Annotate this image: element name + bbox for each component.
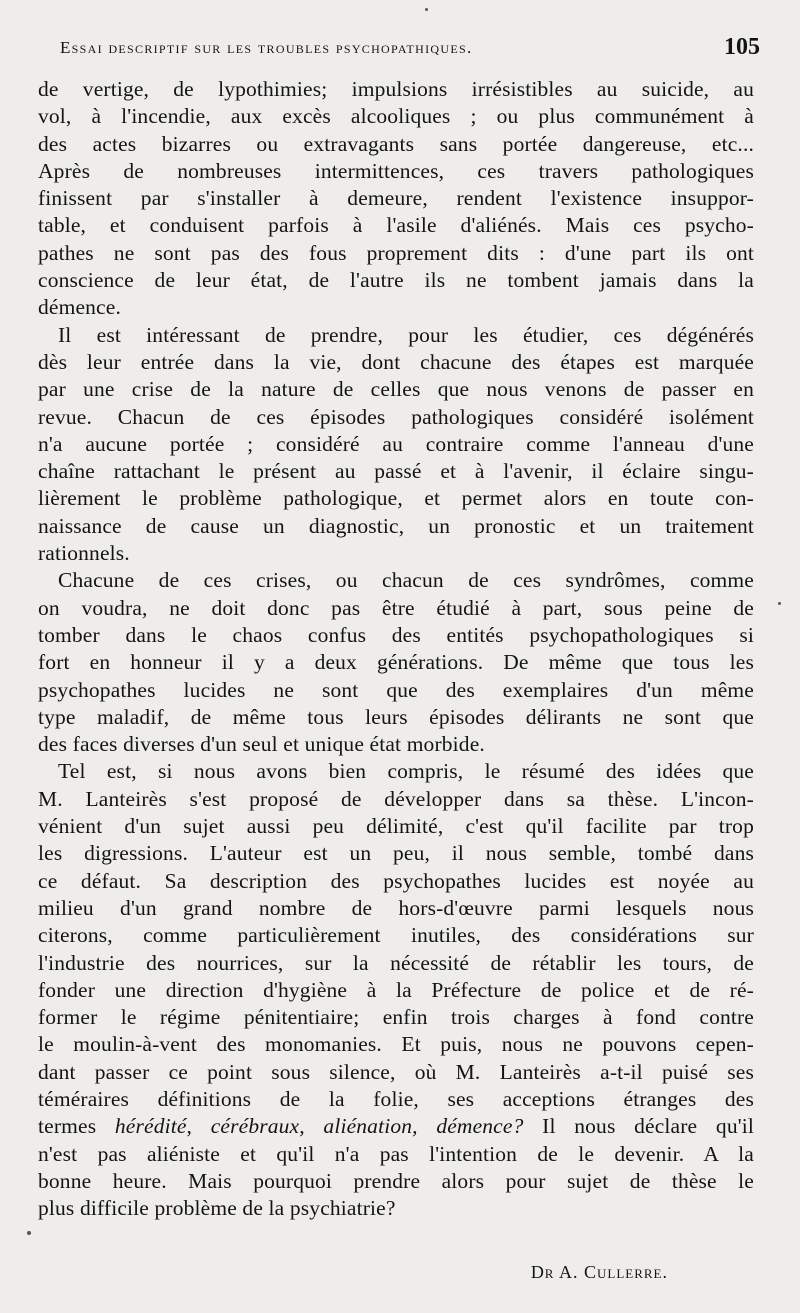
text-line: psychopathes lucides ne sont que des exemplaires d'un même: [38, 677, 754, 702]
page-number: 105: [724, 34, 760, 60]
body-text: [38, 76, 754, 1222]
text-line: par une crise de la nature de celles que nous venons de passer en: [38, 377, 754, 402]
text-line: vol, à l'incendie, aux excès alcooliques ; ou plus communément à: [38, 104, 754, 129]
text-line: plus difficile problème de la psychiatrie?: [38, 1196, 396, 1221]
text-line: dant passer ce point sous silence, où M. Lanteirès a-t-il puisé ses: [38, 1059, 754, 1084]
text-line: n'est pas aliéniste et qu'il n'a pas l'intention de le devenir. A la: [38, 1141, 754, 1166]
text-line: Après de nombreuses intermittences, ces travers pathologiques: [38, 158, 754, 183]
text-run: termes: [38, 1114, 115, 1139]
text-line: fonder une direction d'hygiène à la Préfecture de police et de ré-: [38, 977, 754, 1002]
page-header: [60, 34, 760, 66]
text-line: de vertige, de lypothimies; impulsions irrésistibles au suicide, au: [38, 77, 754, 101]
text-line: M. Lanteirès s'est proposé de développer dans sa thèse. L'incon-: [38, 786, 754, 811]
text-line: ce défaut. Sa description des psychopathes lucides est noyée au: [38, 868, 754, 893]
italic-terms: hérédité, cérébraux, aliénation, démence?: [114, 1114, 524, 1139]
running-title: Essai descriptif sur les troubles psychopathiques.: [60, 38, 473, 57]
ink-speck: [27, 1231, 31, 1235]
paragraph-2: [38, 322, 754, 568]
text-line: naissance de cause un diagnostic, un pronostic et un traitement: [38, 513, 754, 538]
paragraph-3: [38, 567, 754, 758]
author-signature: Dr A. Cullerre.: [530, 1262, 668, 1282]
ink-speck: [425, 8, 428, 11]
text-line: téméraires définitions de la folie, ses acceptions étranges des: [38, 1086, 754, 1111]
text-line: dès leur entrée dans la vie, dont chacune des étapes est marquée: [38, 349, 754, 374]
text-line: rationnels.: [38, 541, 130, 566]
text-line: citerons, comme particulièrement inutiles, des considérations sur: [38, 923, 754, 948]
text-line: tomber dans le chaos confus des entités psychopathologiques si: [38, 622, 754, 647]
text-line: revue. Chacun de ces épisodes pathologiques considéré isolément: [38, 404, 754, 429]
paragraph-4: [38, 758, 754, 1222]
text-line: le moulin-à-vent des monomanies. Et puis, nous ne pouvons cepen-: [38, 1032, 754, 1057]
text-line: fort en honneur il y a deux générations. De même que tous les: [38, 650, 754, 675]
text-line: table, et conduisent parfois à l'asile d'aliénés. Mais ces psycho-: [38, 213, 754, 238]
text-line-with-italics: [38, 1113, 754, 1140]
text-line: Chacune de ces crises, ou chacun de ces syndrômes, comme: [58, 568, 754, 593]
text-line: on voudra, ne doit donc pas être étudié à part, sous peine de: [38, 595, 754, 620]
text-line: bonne heure. Mais pourquoi prendre alors pour sujet de thèse le: [38, 1168, 754, 1193]
text-line: pathes ne sont pas des fous proprement dits : d'une part ils ont: [38, 240, 754, 265]
text-line: l'industrie des nourrices, sur la nécessité de rétablir les tours, de: [38, 950, 754, 975]
text-line: démence.: [38, 295, 121, 320]
text-line: Il est intéressant de prendre, pour les étudier, ces dégénérés: [58, 322, 754, 347]
text-line: type maladif, de même tous leurs épisodes délirants ne sont que: [38, 704, 754, 729]
text-run: Il nous déclare qu'il: [523, 1114, 754, 1139]
text-line: finissent par s'installer à demeure, rendent l'existence insuppor-: [38, 186, 754, 211]
text-line: des faces diverses d'un seul et unique état morbide.: [38, 732, 485, 757]
text-line: conscience de leur état, de l'autre ils ne tombent jamais dans la: [38, 268, 754, 293]
text-line: former le régime pénitentiaire; enfin trois charges à fond contre: [38, 1005, 754, 1030]
paragraph-1: [38, 76, 754, 322]
text-line: chaîne rattachant le présent au passé et à l'avenir, il éclaire singu-: [38, 459, 754, 484]
text-line: les digressions. L'auteur est un peu, il nous semble, tombé dans: [38, 841, 754, 866]
ink-speck: [778, 602, 781, 605]
text-line: Tel est, si nous avons bien compris, le résumé des idées que: [58, 759, 754, 784]
text-line: milieu d'un grand nombre de hors-d'œuvre parmi lesquels nous: [38, 895, 754, 920]
text-line: lièrement le problème pathologique, et permet alors en toute con-: [38, 486, 754, 511]
text-line: n'a aucune portée ; considéré au contraire comme l'anneau d'une: [38, 431, 754, 456]
text-line: des actes bizarres ou extravagants sans portée dangereuse, etc...: [38, 131, 754, 156]
text-line: vénient d'un sujet aussi peu délimité, c'est qu'il facilite par trop: [38, 814, 754, 839]
